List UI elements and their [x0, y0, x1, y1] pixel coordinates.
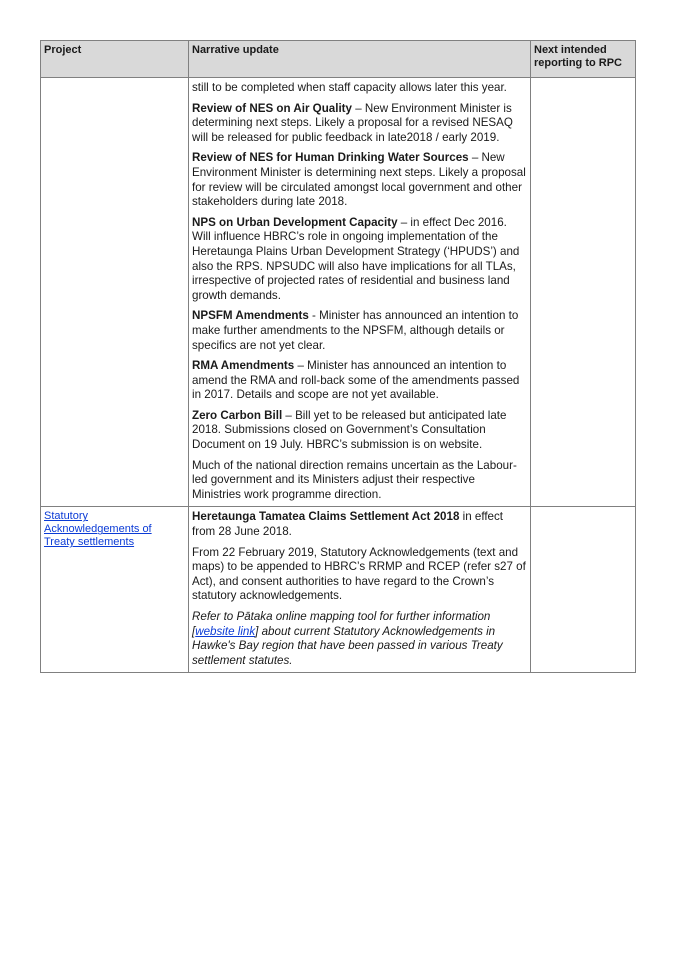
topic-heading: Review of NES for Human Drinking Water Sources [192, 151, 469, 165]
topic-heading: NPS on Urban Development Capacity [192, 215, 398, 229]
narrative-cell [189, 507, 531, 673]
topic-heading: Zero Carbon Bill [192, 408, 283, 422]
next-reporting-cell [531, 507, 636, 673]
table-row [41, 507, 636, 673]
narrative-paragraph: NPSFM Amendments - Minister has announced an intention to make further amendments to the NPSFM, although details or specifics are not yet clear. [192, 309, 519, 352]
narrative-paragraph: Review of NES for Human Drinking Water Sources – New Environment Minister is determining next steps. Likely a proposal for review will be circulated amongst local government and other stakeholders during late 2018. [192, 151, 526, 209]
project-cell [41, 507, 189, 673]
narrative-paragraph: RMA Amendments – Minister has announced an intention to amend the RMA and roll-back some of the amendments passed in 2017. Details and scope are not yet available. [192, 359, 520, 402]
header-narrative: Narrative update [189, 41, 531, 78]
topic-heading: Heretaunga Tamatea Claims Settlement Act 2018 [192, 510, 460, 524]
project-link-statutory-acknowledgements[interactable]: Statutory Acknowledgements of Treaty settlements [44, 510, 152, 549]
narrative-paragraph: Much of the national direction remains uncertain as the Labour-led government and its Ministers adjust their respective Ministries work programme direction. [192, 458, 517, 501]
narrative-paragraph: From 22 February 2019, Statutory Acknowledgements (text and maps) to be appended to HBRC’s RRMP and RCEP (refer s27 of Act), and consent authorities to have regard to the Crown’s statutory acknowledgements. [192, 545, 526, 603]
topic-heading: NPSFM Amendments [192, 309, 309, 323]
header-project: Project [41, 41, 189, 78]
header-next-reporting: Next intended reporting to RPC [531, 41, 636, 78]
narrative-paragraph: Review of NES on Air Quality – New Environment Minister is determining next steps. Likely a proposal for a revised NESAQ will be released for public feedback in late2018 / early 2019. [192, 101, 513, 144]
header-row [41, 41, 636, 78]
narrative-paragraph: NPS on Urban Development Capacity – in effect Dec 2016. Will influence HBRC’s role in ongoing implementation of the Heretaunga Plains Urban Development Strategy (‘HPUDS’) and also the RPS. NPSUDC will also have implications for all TLAs, irrespective of projected rates of residential and business land growth demands. [192, 215, 520, 302]
next-reporting-cell [531, 78, 636, 507]
narrative-cell [189, 78, 531, 507]
topic-heading: Review of NES on Air Quality [192, 101, 352, 115]
topic-heading: RMA Amendments [192, 359, 295, 373]
table-row [41, 78, 636, 507]
narrative-paragraph: Refer to Pātaka online mapping tool for further information [website link] about current Statutory Acknowledgements in Hawke's Bay region that have been passed in various Treaty settlement statutes. [192, 610, 503, 667]
narrative-paragraph: Zero Carbon Bill – Bill yet to be released but anticipated late 2018. Submissions closed on Government’s Consultation Document on 19 July. HBRC’s submission is on website. [192, 408, 507, 452]
project-update-table [40, 40, 636, 673]
narrative-paragraph: Heretaunga Tamatea Claims Settlement Act 2018 in effect from 28 June 2018. [192, 510, 504, 539]
project-cell [41, 78, 189, 507]
narrative-paragraph: still to be completed when staff capacity allows later this year. [192, 81, 507, 94]
website-link[interactable]: website link [195, 624, 256, 638]
